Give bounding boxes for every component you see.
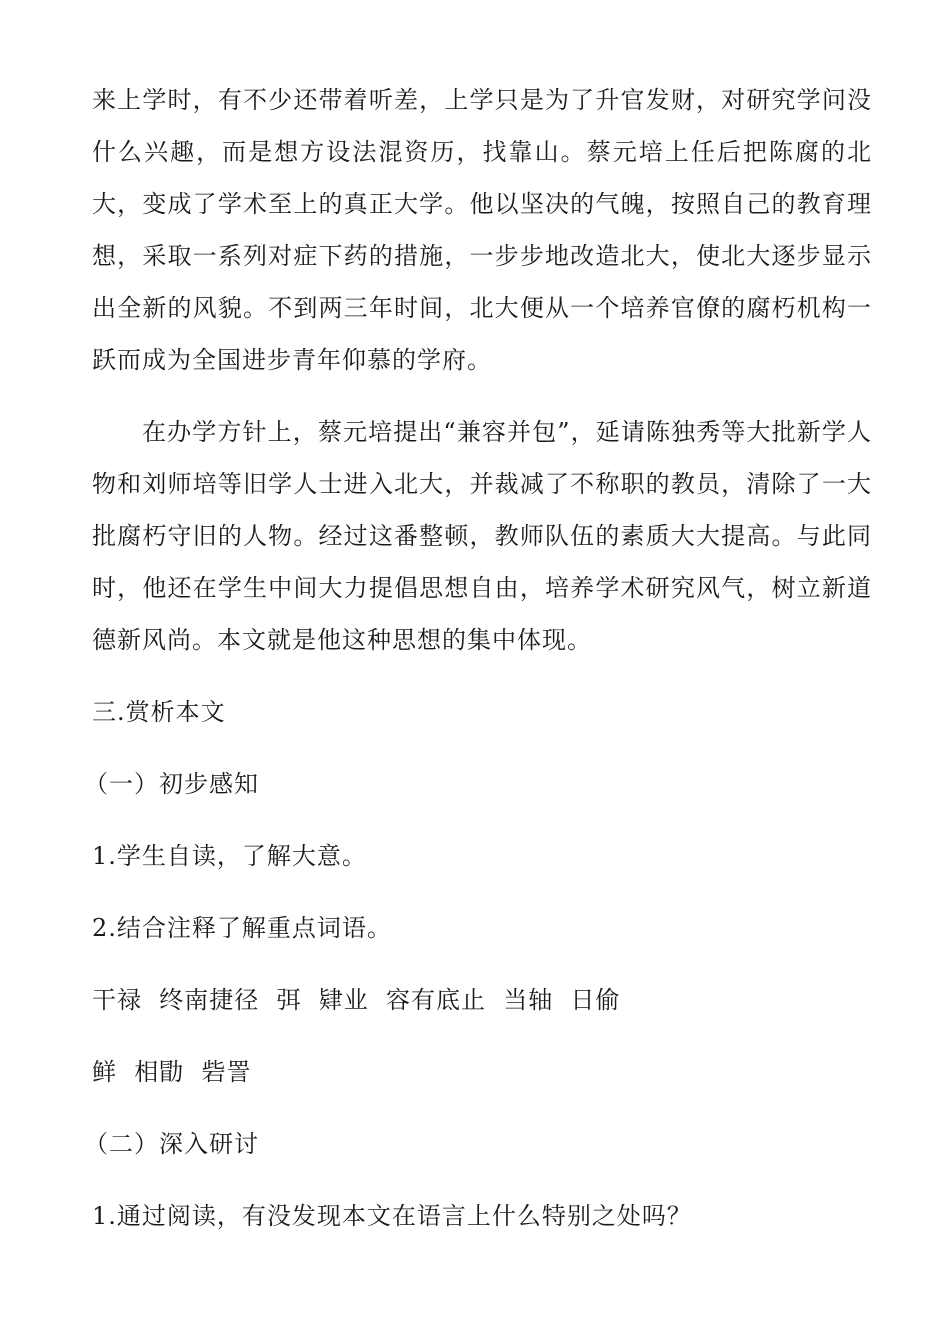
list-item-self-reading: 1.学生自读，了解大意。 [92,842,367,870]
vocab-list-line-2: 鲜 相勖 砦詈 [92,1058,252,1086]
paragraph-history: 来上学时，有不少还带着听差，上学只是为了升官发财，对研究学问没什么兴趣，而是想方设法混资历，找靠山。蔡元培上任后把陈腐的北大，变成了学术至上的真正大学。他以坚决的气魄，按照自己的教育理想，采取一系列对症下药的措施，一步步地改造北大，使北大逐步显示出全新的风貌。不到两三年时间，北大便从一个培养官僚的腐朽机构一跃而成为全国进步青年仰慕的学府。 [92,86,872,374]
paragraph-policy: 在办学方针上，蔡元培提出“兼容并包”，延请陈独秀等大批新学人物和刘师培等旧学人士进入北大，并裁减了不称职的教员，清除了一大批腐朽守旧的人物。经过这番整顿，教师队伍的素质大大提高。与此同时，他还在学生中间大力提倡思想自由，培养学术研究风气，树立新道德新风尚。本文就是他这种思想的集中体现。 [92,418,872,654]
vocab-list-line-1: 干禄 终南捷径 弭 肄业 容有底止 当轴 日偷 [92,986,621,1014]
document-page [84,74,872,1242]
list-item-key-words: 2.结合注释了解重点词语。 [92,914,392,942]
subsection-heading-indepth: （二）深入研讨 [84,1130,259,1158]
list-item-language-question: 1.通过阅读，有没发现本文在语言上什么特别之处吗？ [92,1202,692,1230]
subsection-heading-preliminary: （一）初步感知 [84,770,259,798]
section-heading: 三.赏析本文 [92,698,226,726]
